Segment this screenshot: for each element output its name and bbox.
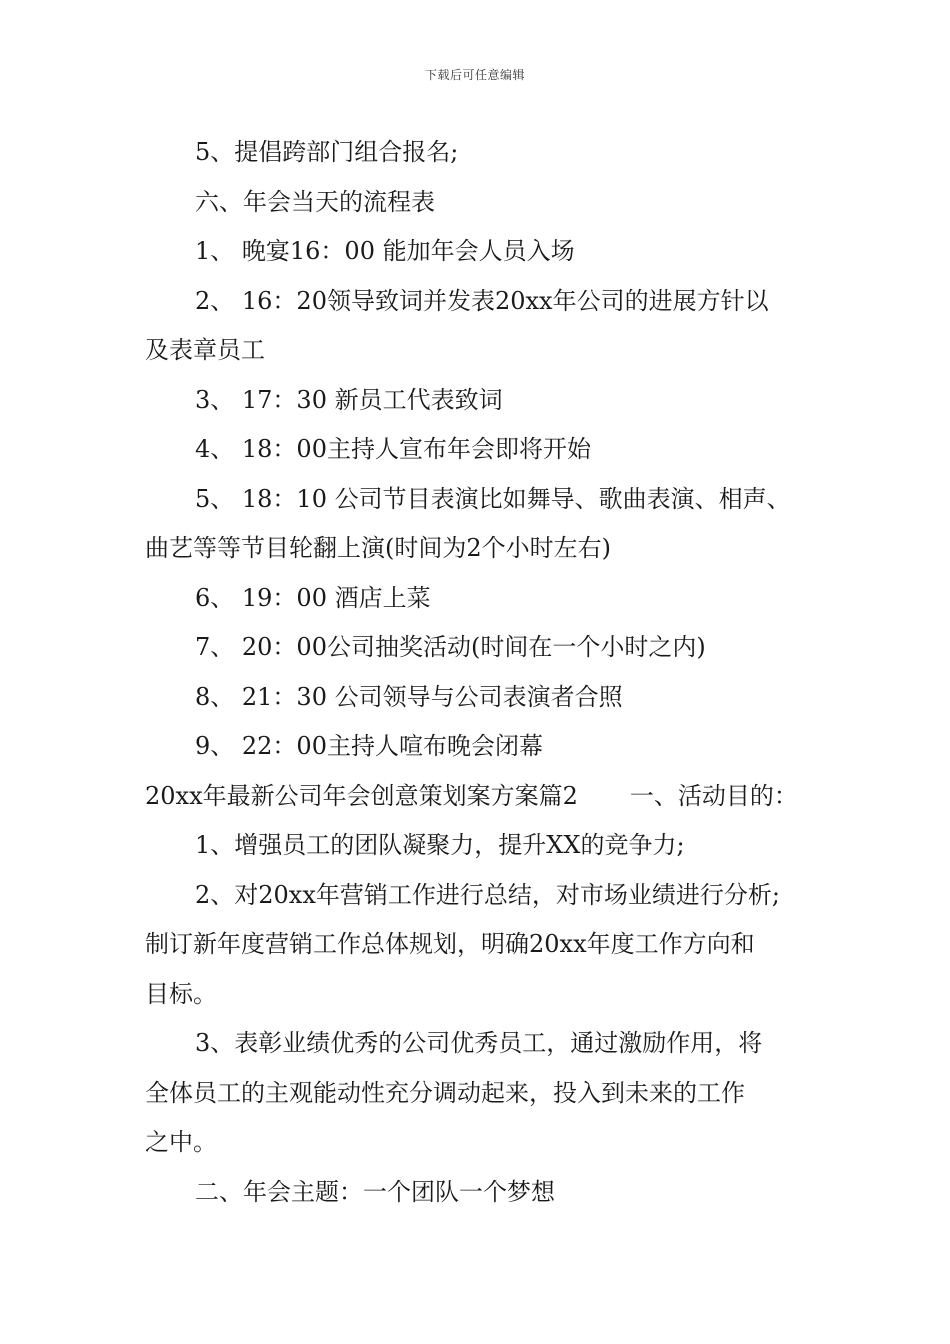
paragraph-line: 全体员工的主观能动性充分调动起来，投入到未来的工作 — [145, 1078, 745, 1107]
schedule-item: 6、 19：00 酒店上菜 — [195, 583, 431, 612]
page-header: 下载后可任意编辑 — [424, 68, 525, 82]
paragraph-line: 目标。 — [145, 979, 217, 1008]
schedule-item: 8、 21：30 公司领导与公司表演者合照 — [195, 682, 623, 711]
section-heading: 一、活动目的： — [629, 781, 798, 810]
schedule-item: 4、 18：00主持人宣布年会即将开始 — [195, 435, 591, 463]
paragraph: 1、增强员工的团队凝聚力，提升XX的竞争力; — [195, 831, 685, 859]
schedule-item-continuation: 及表章员工 — [145, 336, 265, 364]
paragraph: 5、提倡跨部门组合报名; — [195, 138, 459, 166]
paragraph-line: 2、对20xx年营销工作进行总结，对市场业绩进行分析; — [195, 880, 780, 909]
schedule-item: 3、 17：30 新员工代表致词 — [195, 385, 503, 414]
document-body — [145, 128, 835, 1217]
schedule-item: 1、 晚宴16：00 能加年会人员入场 — [195, 237, 575, 265]
schedule-item-line: 2、 16：20领导致词并发表20xx年公司的进展方针以 — [195, 286, 769, 315]
schedule-item: 7、 20：00公司抽奖活动(时间在一个小时之内) — [195, 633, 706, 661]
paragraph-line: 3、表彰业绩优秀的公司优秀员工，通过激励作用，将 — [195, 1029, 763, 1057]
paragraph-line: 制订新年度营销工作总体规划，明确20xx年度工作方向和 — [145, 930, 755, 958]
schedule-item-line: 5、 18：10 公司节目表演比如舞导、歌曲表演、相声、 — [195, 484, 791, 513]
schedule-item: 9、 22：00主持人喧布晚会闭幕 — [195, 732, 543, 760]
section-heading: 二、年会主题：一个团队一个梦想 — [195, 1177, 555, 1206]
section-heading: 六、年会当天的流程表 — [195, 187, 435, 216]
schedule-item-continuation: 曲艺等等节目轮翻上演(时间为2个小时左右) — [145, 534, 611, 562]
article-title: 20xx年最新公司年会创意策划案方案篇2 — [145, 781, 578, 810]
article-title-line — [145, 772, 835, 822]
paragraph-line: 之中。 — [145, 1128, 217, 1156]
